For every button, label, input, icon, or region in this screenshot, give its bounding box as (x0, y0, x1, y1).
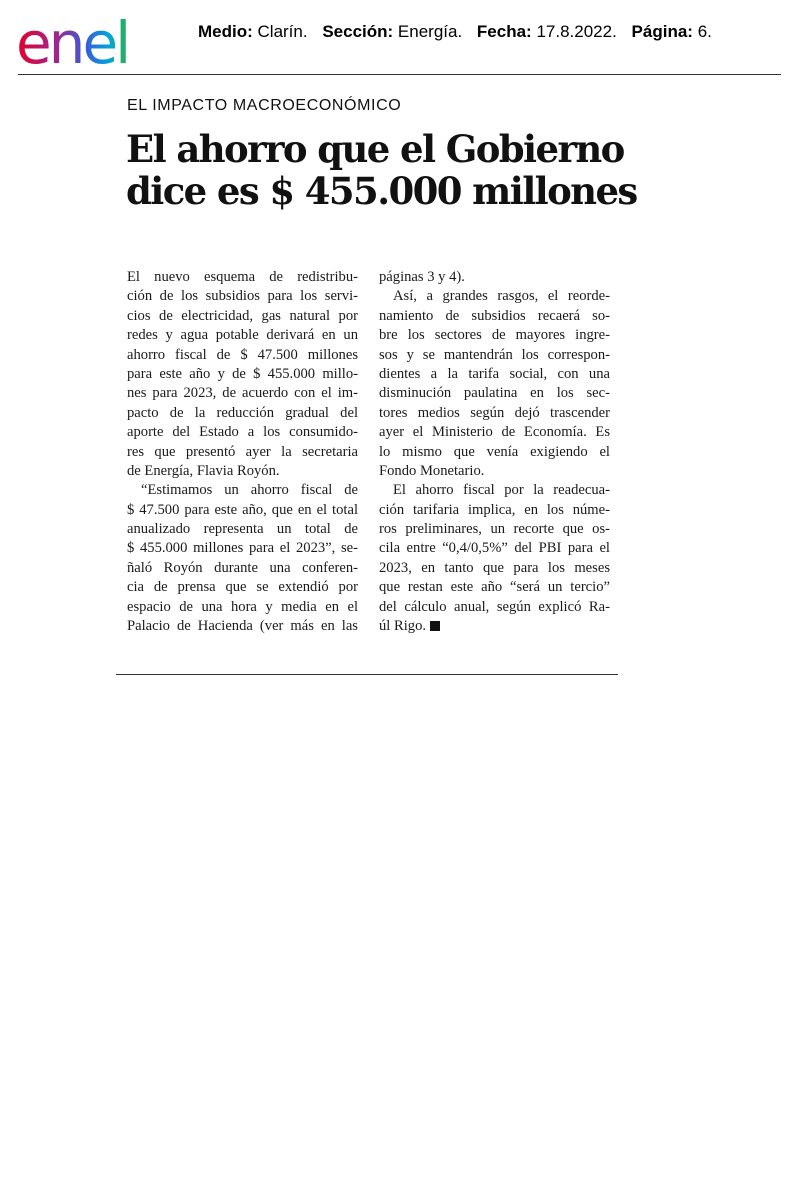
body-line: ñaló Royón durante una conferen- (127, 559, 358, 576)
body-line: 2023, en tanto que para los meses (379, 559, 610, 576)
body-line: tores medios según dejó trascender (379, 404, 610, 421)
body-line: nes para 2023, de acuerdo con el im- (127, 385, 358, 402)
body-line: del cálculo anual, según explicó Ra- (379, 598, 610, 615)
clipping-metadata (198, 22, 712, 42)
body-line-text: úl Rigo. (379, 618, 427, 635)
seccion-label: Sección: (322, 22, 394, 41)
pagina-value: 6. (697, 22, 712, 41)
body-line: El nuevo esquema de redistribu- (127, 269, 358, 285)
article-column-1 (127, 268, 358, 636)
body-line: res que presentó ayer la secretaria (127, 443, 358, 460)
body-line: de Energía, Flavia Royón. (127, 462, 280, 479)
article-headline (126, 127, 637, 213)
fecha-value: 17.8.2022. (536, 22, 617, 41)
body-line: $ 47.500 para este año, que en el total (127, 501, 358, 518)
header-divider (18, 74, 781, 75)
body-line: ción de los subsidios para los servi- (127, 288, 358, 305)
logo-text: enel (16, 9, 129, 70)
body-line: espacio de una hora y media en el (127, 598, 358, 615)
fecha-label: Fecha: (476, 22, 532, 41)
article-column-2 (379, 268, 610, 636)
body-line: ahorro fiscal de $ 47.500 millones (127, 346, 358, 363)
body-line: $ 455.000 millones para el 2023”, se- (127, 540, 358, 557)
body-line: bre los sectores de mayores ingre- (379, 327, 610, 344)
body-line: lo mismo que venía exigiendo el (379, 443, 610, 460)
seccion-value: Energía. (397, 22, 463, 41)
body-line: cia de prensa que se extendió por (127, 579, 358, 596)
body-line: Fondo Monetario. (379, 462, 485, 479)
pagina-label: Página: (631, 22, 693, 41)
body-line: “Estimamos un ahorro fiscal de (141, 482, 358, 499)
body-line-final (379, 617, 610, 636)
body-line: Palacio de Hacienda (ver más en las (127, 618, 358, 635)
body-line: pacto de la reducción gradual del (127, 404, 358, 421)
headline-line: El ahorro que el Gobierno (126, 127, 624, 171)
body-line: aporte del Estado a los consumido- (127, 424, 358, 441)
article-kicker: EL IMPACTO MACROECONÓMICO (127, 97, 402, 114)
body-line: ayer el Ministerio de Economía. Es (379, 424, 610, 441)
body-line: cios de electricidad, gas natural por (127, 307, 358, 324)
body-line: ción tarifaria implica, en los núme- (379, 501, 610, 518)
medio-label: Medio: (198, 22, 253, 41)
headline-line: dice es $ 455.000 millones (126, 169, 637, 213)
end-of-article-mark (430, 621, 440, 631)
body-line: namiento de subsidios recaerá so- (379, 307, 610, 324)
body-line: que restan este año “será un tercio” (379, 579, 610, 596)
body-line: El ahorro fiscal por la readecua- (393, 482, 610, 499)
article-bottom-rule (116, 674, 618, 675)
body-line: dientes a la tarifa social, con una (379, 365, 610, 382)
medio-value: Clarín. (257, 22, 308, 41)
body-line: páginas 3 y 4). (379, 269, 465, 285)
body-line: cila entre “0,4/0,5%” del PBI para el (379, 540, 610, 557)
body-line: disminución paulatina en los sec- (379, 385, 610, 402)
body-line: redes y agua potable derivará en un (127, 327, 358, 344)
body-line: ros preliminares, un recorte que os- (379, 521, 610, 538)
body-line: Así, a grandes rasgos, el reorde- (393, 288, 610, 305)
body-line: para este año y de $ 455.000 millo- (127, 365, 358, 382)
body-line: sos y se mantendrán los correspon- (379, 346, 610, 363)
enel-logo (14, 8, 174, 70)
body-line: anualizado representa un total de (127, 521, 358, 538)
